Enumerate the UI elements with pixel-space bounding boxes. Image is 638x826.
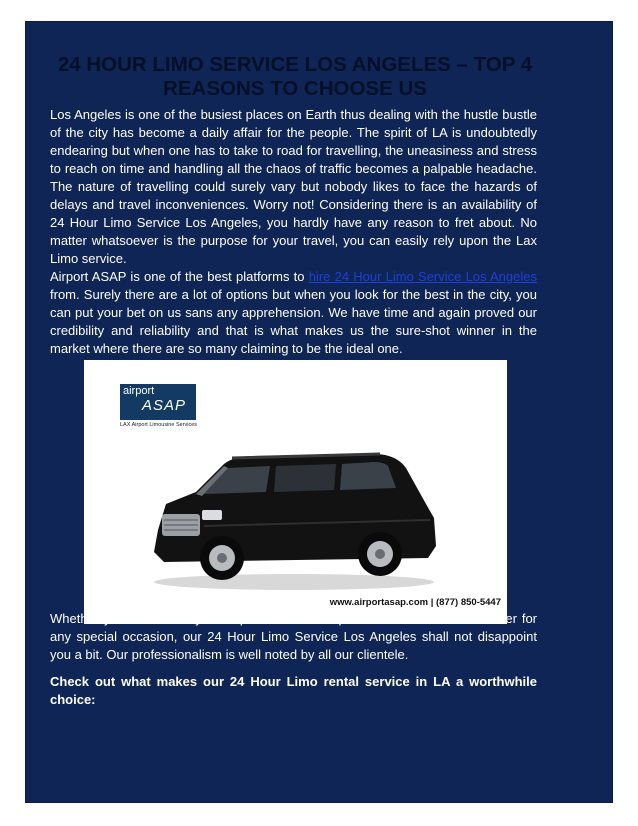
logo-line1: airport <box>123 385 155 397</box>
airport-asap-logo <box>120 384 196 420</box>
paragraph-check-out: Check out what makes our 24 Hour Limo rental service in LA a worthwhile choice: <box>50 674 537 707</box>
paragraph-intro: Los Angeles is one of the busiest places on Earth thus dealing with the hustle bustle of the city has become a daily affair for the people. The spirit of LA is undoubtedly endearing but when one has to take to road for travelling, the uneasiness and stress to reach on time and handling all the chaos of traffic becomes a palpable headache. The nature of travelling could surely vary but nobody likes to face the hazards of delays and travel inconveniences. Worry not! Considering there is an availability of 24 Hour Limo Service Los Angeles, you hardly have any reason to fret about. No matter whatsoever is the purpose for your travel, you can easily rely upon the Lax Limo service. <box>50 107 537 266</box>
paragraph-airport-asap-text-before: Airport ASAP is one of the best platforms to <box>50 269 309 284</box>
document-title: 24 HOUR LIMO SERVICE LOS ANGELES – TOP 4 REASONS TO CHOOSE US <box>57 53 533 100</box>
paragraph-airport-asap <box>50 268 537 358</box>
logo-line2: ASAP <box>142 397 187 414</box>
limo-advert-image <box>84 360 507 624</box>
paragraph-occasion: Whether you hire us for your airport travel or corporate travel or for that matter for any special occasion, our 24 Hour Limo Service Los Angeles shall not disappoint you a bit. Our professionalism is well noted by all our clientele. <box>50 611 537 662</box>
contact-info: www.airportasap.com | (877) 850-5447 <box>329 597 501 608</box>
black-suv-image <box>144 434 444 594</box>
logo-tagline: LAX Airport Limousine Services <box>120 422 198 428</box>
paragraph-airport-asap-text-after: from. Surely there are a lot of options but when you look for the best in the city, you can put your bet on us sans any apprehension. We have time and again proved our credibility and reliability and that is what makes us the sure-shot winner in the market where there are so many claiming to be the ideal one. <box>50 287 537 356</box>
hire-limo-link[interactable]: hire 24 Hour Limo Service Los Angeles <box>308 269 537 284</box>
